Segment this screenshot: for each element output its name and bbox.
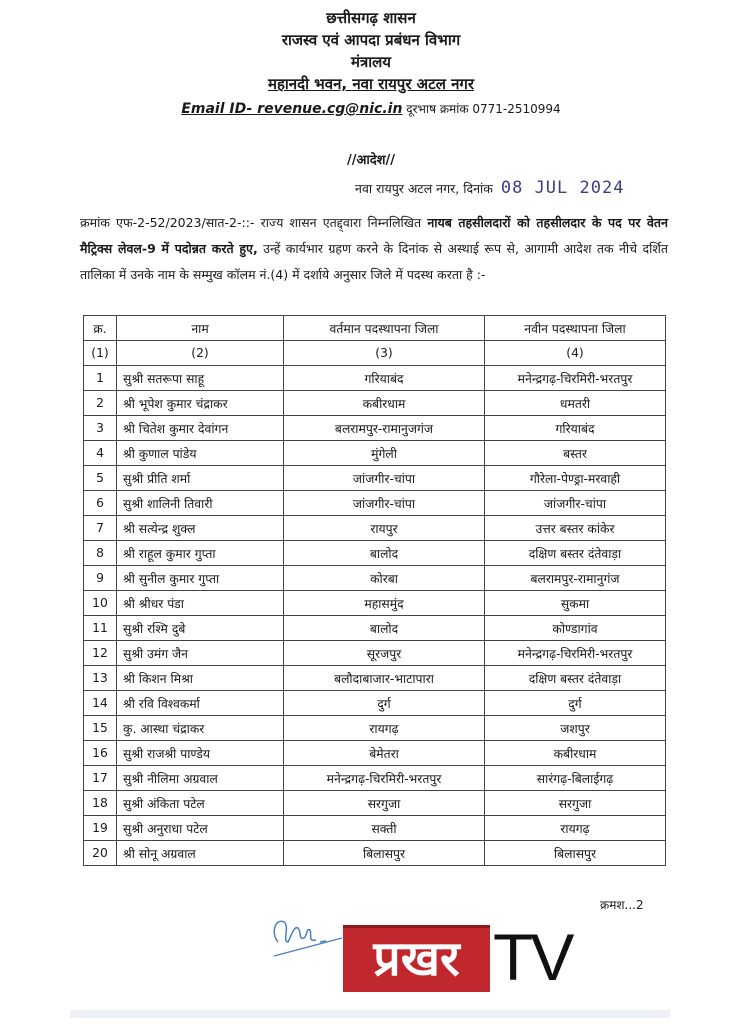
table-row xyxy=(84,791,666,816)
table-row xyxy=(84,816,666,841)
new-district-cell: दक्षिण बस्तर दंतेवाड़ा xyxy=(485,666,666,691)
serial-cell: 8 xyxy=(84,541,117,566)
serial-cell: 2 xyxy=(84,391,117,416)
table-row xyxy=(84,641,666,666)
new-district-cell: कबीरधाम xyxy=(485,741,666,766)
current-district-cell: सरगुजा xyxy=(284,791,485,816)
serial-cell: 20 xyxy=(84,841,117,866)
name-cell: सुश्री सतरूपा साहू xyxy=(117,366,284,391)
current-district-cell: कबीरधाम xyxy=(284,391,485,416)
current-district-cell: बलरामपुर-रामानुजगंज xyxy=(284,416,485,441)
place-date-label: नवा रायपुर अटल नगर, दिनांक xyxy=(355,181,493,196)
prakhar-tv-logo xyxy=(343,920,572,994)
name-cell: श्री सोनू अग्रवाल xyxy=(117,841,284,866)
phone-number: दूरभाष क्रमांक 0771-2510994 xyxy=(406,102,561,116)
table-row xyxy=(84,616,666,641)
new-district-cell: धमतरी xyxy=(485,391,666,416)
table-header-row xyxy=(84,316,666,341)
table-row xyxy=(84,491,666,516)
new-district-cell: दक्षिण बस्तर दंतेवाड़ा xyxy=(485,541,666,566)
table-row xyxy=(84,591,666,616)
name-cell: सुश्री अनुराधा पटेल xyxy=(117,816,284,841)
table-row xyxy=(84,741,666,766)
current-district-cell: बेमेतरा xyxy=(284,741,485,766)
order-text-part1: क्रमांक एफ-2-52/2023/सात-2-::- राज्य शासन एतद्द्वारा निम्नलिखित xyxy=(80,215,422,230)
col-header-current-district: वर्तमान पदस्थापना जिला xyxy=(284,316,485,341)
current-district-cell: मुंगेली xyxy=(284,441,485,466)
current-district-cell: कोरबा xyxy=(284,566,485,591)
name-cell: श्री सुनील कुमार गुप्ता xyxy=(117,566,284,591)
table-row xyxy=(84,516,666,541)
page-bottom-edge xyxy=(70,1010,670,1018)
new-district-cell: सुकमा xyxy=(485,591,666,616)
new-district-cell: मनेन्द्रगढ़-चिरमिरी-भरतपुर xyxy=(485,366,666,391)
table-body xyxy=(84,366,666,866)
serial-cell: 5 xyxy=(84,466,117,491)
logo-hindi-text: प्रखर xyxy=(373,931,460,987)
table-row xyxy=(84,416,666,441)
place-date xyxy=(355,178,624,198)
name-cell: सुश्री उमंग जैन xyxy=(117,641,284,666)
order-title: //आदेश// xyxy=(346,153,396,168)
name-cell: सुश्री रश्मि दुबे xyxy=(117,616,284,641)
table-row xyxy=(84,391,666,416)
govt-name: छत्तीसगढ़ शासन xyxy=(326,9,416,27)
table-row xyxy=(84,666,666,691)
table-row xyxy=(84,466,666,491)
name-cell: श्री भूपेश कुमार चंद्राकर xyxy=(117,391,284,416)
table-row xyxy=(84,541,666,566)
current-district-cell: बालोद xyxy=(284,541,485,566)
name-cell: श्री श्रीधर पंडा xyxy=(117,591,284,616)
logo-red-block xyxy=(343,925,490,992)
table-row xyxy=(84,566,666,591)
order-text-bold: नायब तहसीलदारों को तहसीलदार के पद पर वेतन मैट्रिक्स लेवल-9 में पदोन्नत करते हुए, xyxy=(80,215,668,256)
signature-initials xyxy=(268,912,348,960)
current-district-cell: महासमुंद xyxy=(284,591,485,616)
serial-cell: 14 xyxy=(84,691,117,716)
new-district-cell: दुर्ग xyxy=(485,691,666,716)
current-district-cell: जांजगीर-चांपा xyxy=(284,491,485,516)
name-cell: श्री चितेश कुमार देवांगन xyxy=(117,416,284,441)
col-header-name: नाम xyxy=(117,316,284,341)
current-district-cell: बिलासपुर xyxy=(284,841,485,866)
table-colnum-row xyxy=(84,341,666,366)
col-number: (4) xyxy=(485,341,666,366)
name-cell: श्री सत्येन्द्र शुक्ल xyxy=(117,516,284,541)
name-cell: श्री कुणाल पांडेय xyxy=(117,441,284,466)
serial-cell: 4 xyxy=(84,441,117,466)
new-district-cell: सारंगढ़-बिलाईगढ़ xyxy=(485,766,666,791)
new-district-cell: उत्तर बस्तर कांकेर xyxy=(485,516,666,541)
table-row xyxy=(84,716,666,741)
current-district-cell: रायपुर xyxy=(284,516,485,541)
serial-cell: 19 xyxy=(84,816,117,841)
current-district-cell: दुर्ग xyxy=(284,691,485,716)
serial-cell: 9 xyxy=(84,566,117,591)
contact-line xyxy=(0,100,742,117)
email-id[interactable]: Email ID- revenue.cg@nic.in xyxy=(181,101,403,117)
serial-cell: 16 xyxy=(84,741,117,766)
serial-cell: 10 xyxy=(84,591,117,616)
new-district-cell: बलरामपुर-रामानुगंज xyxy=(485,566,666,591)
current-district-cell: सूरजपुर xyxy=(284,641,485,666)
name-cell: श्री राहूल कुमार गुप्ता xyxy=(117,541,284,566)
col-header-new-district: नवीन पदस्थापना जिला xyxy=(485,316,666,341)
new-district-cell: जशपुर xyxy=(485,716,666,741)
col-header-serial: क्र. xyxy=(84,316,117,341)
ministry-label: मंत्रालय xyxy=(350,53,391,71)
department-name: राजस्व एवं आपदा प्रबंधन विभाग xyxy=(281,31,461,49)
current-district-cell: बलौदाबाजार-भाटापारा xyxy=(284,666,485,691)
serial-cell: 6 xyxy=(84,491,117,516)
serial-cell: 3 xyxy=(84,416,117,441)
continued-marker: क्रमश...2 xyxy=(600,898,644,912)
new-district-cell: कोण्डागांव xyxy=(485,616,666,641)
col-number: (1) xyxy=(84,341,117,366)
name-cell: सुश्री शालिनी तिवारी xyxy=(117,491,284,516)
table-row xyxy=(84,766,666,791)
order-paragraph xyxy=(80,210,668,288)
current-district-cell: सक्ती xyxy=(284,816,485,841)
col-number: (3) xyxy=(284,341,485,366)
name-cell: सुश्री राजश्री पाण्डेय xyxy=(117,741,284,766)
name-cell: सुश्री प्रीति शर्मा xyxy=(117,466,284,491)
serial-cell: 12 xyxy=(84,641,117,666)
serial-cell: 7 xyxy=(84,516,117,541)
name-cell: कु. आस्था चंद्राकर xyxy=(117,716,284,741)
serial-cell: 1 xyxy=(84,366,117,391)
new-district-cell: बिलासपुर xyxy=(485,841,666,866)
current-district-cell: बालोद xyxy=(284,616,485,641)
table-row xyxy=(84,691,666,716)
name-cell: सुश्री नीलिमा अग्रवाल xyxy=(117,766,284,791)
new-district-cell: बस्तर xyxy=(485,441,666,466)
table-row xyxy=(84,841,666,866)
table-row xyxy=(84,441,666,466)
new-district-cell: रायगढ़ xyxy=(485,816,666,841)
name-cell: सुश्री अंकिता पटेल xyxy=(117,791,284,816)
serial-cell: 17 xyxy=(84,766,117,791)
new-district-cell: सरगुजा xyxy=(485,791,666,816)
name-cell: श्री रवि विश्वकर्मा xyxy=(117,691,284,716)
col-number: (2) xyxy=(117,341,284,366)
serial-cell: 15 xyxy=(84,716,117,741)
current-district-cell: गरियाबंद xyxy=(284,366,485,391)
table-row xyxy=(84,366,666,391)
date-stamp: 08 JUL 2024 xyxy=(500,178,625,198)
serial-cell: 11 xyxy=(84,616,117,641)
current-district-cell: जांजगीर-चांपा xyxy=(284,466,485,491)
name-cell: श्री किशन मिश्रा xyxy=(117,666,284,691)
new-district-cell: मनेन्द्रगढ़-चिरमिरी-भरतपुर xyxy=(485,641,666,666)
logo-tv-text: TV xyxy=(493,920,572,994)
current-district-cell: मनेन्द्रगढ़-चिरमिरी-भरतपुर xyxy=(284,766,485,791)
current-district-cell: रायगढ़ xyxy=(284,716,485,741)
office-address: महानदी भवन, नवा रायपुर अटल नगर xyxy=(267,75,475,93)
new-district-cell: गौरेला-पेण्ड्रा-मरवाही xyxy=(485,466,666,491)
new-district-cell: गरियाबंद xyxy=(485,416,666,441)
serial-cell: 18 xyxy=(84,791,117,816)
order-text-part2: उन्हें कार्यभार ग्रहण करने के दिनांक से अस्थाई रूप से, आगामी आदेश तक नीचे दर्शित तालिका में उनके नाम के सम्मुख कॉलम नं.(4) में दर्शाये अनुसार जिले में पदस्थ करता है :- xyxy=(80,241,668,282)
posting-table xyxy=(83,315,666,866)
new-district-cell: जांजगीर-चांपा xyxy=(485,491,666,516)
serial-cell: 13 xyxy=(84,666,117,691)
